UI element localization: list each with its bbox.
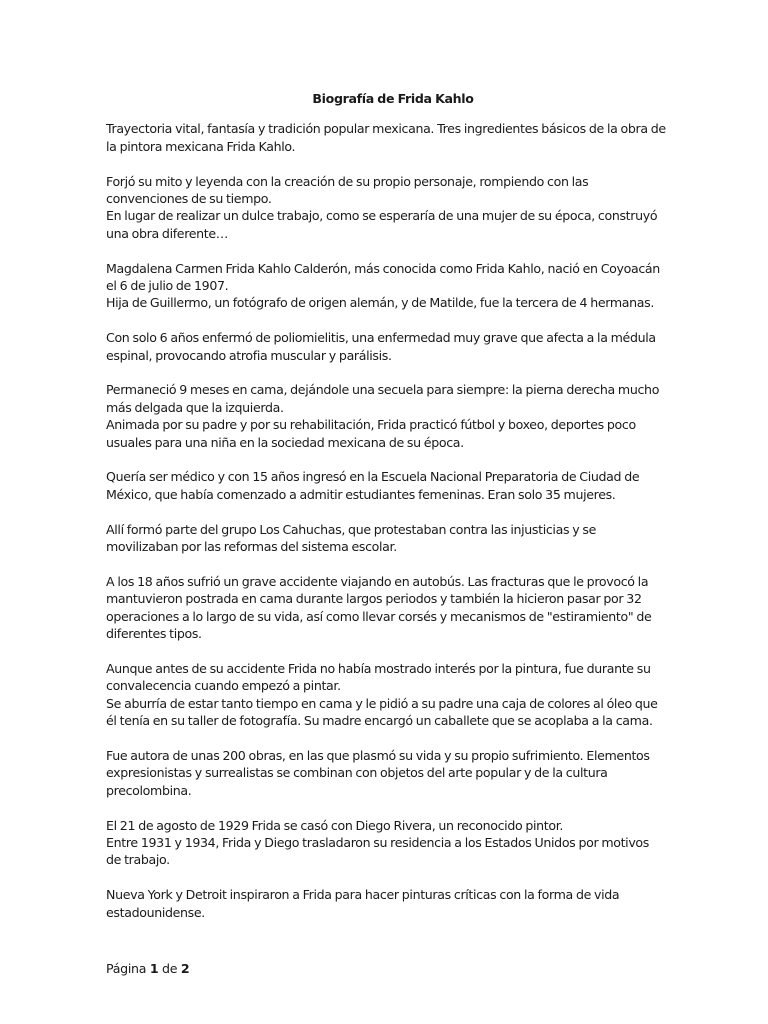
page-footer (106, 961, 189, 976)
document-body (106, 90, 666, 938)
current-page-number: 1 (149, 961, 159, 976)
paragraph-line: Animada por su padre y por su rehabilitación, Frida practicó fútbol y boxeo, deportes poco usuales para una niña en la sociedad mexicana de su época. (106, 417, 636, 450)
paragraph-11 (106, 817, 666, 869)
paragraph-line: A los 18 años sufrió un grave accidente viajando en autobús. Las fracturas que le provocó la mantuvieron postrada en cama durante largos periodos y también la hicieron pasar por 32 operaciones a lo largo de su vida, así como llevar corsés y mecanismos de "estiramiento" de diferentes tipos. (106, 573, 652, 642)
page-word: Página (106, 961, 147, 976)
document-title: Biografía de Frida Kahlo (312, 91, 474, 106)
paragraph-line: Con solo 6 años enfermó de poliomielitis, una enfermedad muy grave que afecta a la médula espinal, provocando atrofia muscular y parálisis. (106, 330, 656, 363)
paragraph-1 (106, 120, 666, 155)
of-word: de (162, 961, 178, 976)
paragraph-line: El 21 de agosto de 1929 Frida se casó con Diego Rivera, un reconocido pintor. (106, 817, 564, 833)
paragraph-line: Allí formó parte del grupo Los Cahuchas, que protestaban contra las injusticias y se movilizaban por las reformas del sistema escolar. (106, 521, 596, 555)
paragraph-line: Hija de Guillermo, un fotógrafo de origen alemán, y de Matilde, fue la tercera de 4 hermanas. (106, 295, 654, 311)
paragraph-line: Nueva York y Detroit inspiraron a Frida para hacer pinturas críticas con la forma de vida estadounidense. (106, 887, 620, 920)
paragraph-line: Entre 1931 y 1934, Frida y Diego trasladaron su residencia a los Estados Unidos por motivos de trabajo. (106, 834, 650, 868)
paragraph-line: Se aburría de estar tanto tiempo en cama y le pidió a su padre una caja de colores al óleo que él tenía en su taller de fotografía. Su madre encargó un caballete que se acoplaba a la cama. (106, 695, 658, 729)
paragraph-5 (106, 381, 666, 451)
paragraph-8 (106, 573, 666, 643)
paragraph-3 (106, 260, 666, 312)
paragraph-line: Forjó su mito y leyenda con la creación de su propio personaje, rompiendo con las convenciones de su tiempo. (106, 173, 589, 207)
paragraph-line: Magdalena Carmen Frida Kahlo Calderón, más conocida como Frida Kahlo, nació en Coyoacán el 6 de julio de 1907. (106, 260, 660, 294)
paragraph-9 (106, 660, 666, 730)
paragraph-4 (106, 329, 666, 364)
paragraph-12 (106, 886, 666, 921)
paragraph-line: En lugar de realizar un dulce trabajo, como se esperaría de una mujer de su época, construyó una obra diferente… (106, 208, 658, 241)
paragraph-line: Fue autora de unas 200 obras, en las que plasmó su vida y su propio sufrimiento. Elementos expresionistas y surrealistas se combinan con objetos del arte popular y de la cultura precolombina. (106, 747, 650, 798)
paragraph-line: Trayectoria vital, fantasía y tradición popular mexicana. Tres ingredientes básicos de la obra de la pintora mexicana Frida Kahlo. (106, 121, 666, 154)
total-pages-number: 2 (180, 961, 190, 976)
paragraph-2 (106, 173, 666, 243)
paragraph-line: Quería ser médico y con 15 años ingresó en la Escuela Nacional Preparatoria de Ciudad de México, que había comenzado a admitir estudiantes femeninas. Eran solo 35 mujeres. (106, 469, 640, 502)
paragraph-7 (106, 521, 666, 556)
paragraph-line: Aunque antes de su accidente Frida no había mostrado interés por la pintura, fue durante su convalecencia cuando empezó a pintar. (106, 660, 651, 694)
paragraph-6 (106, 468, 666, 503)
paragraph-10 (106, 747, 666, 799)
paragraph-line: Permaneció 9 meses en cama, dejándole una secuela para siempre: la pierna derecha mucho más delgada que la izquierda. (106, 382, 660, 415)
